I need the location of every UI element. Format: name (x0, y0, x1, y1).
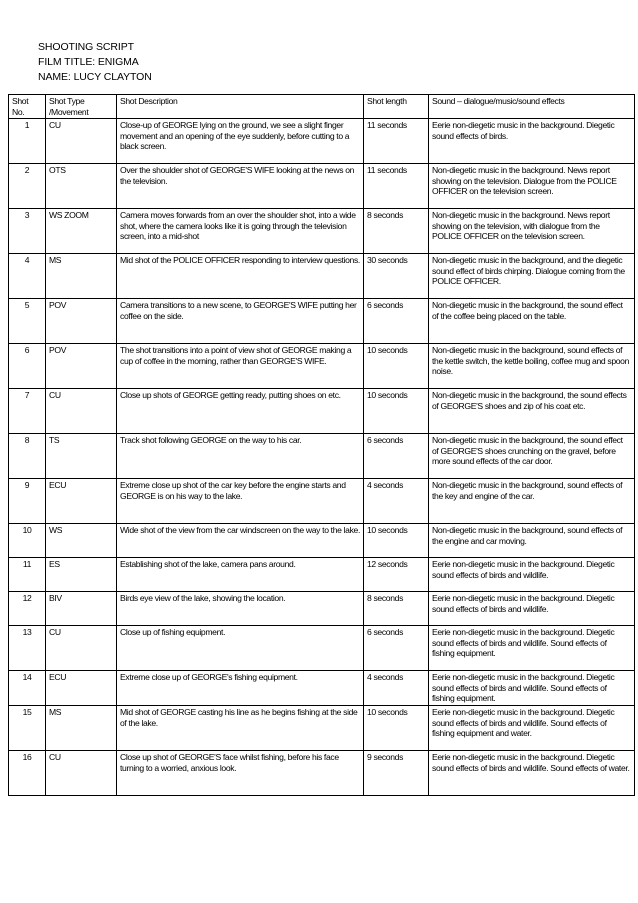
shot-type-cell: WS ZOOM (46, 209, 117, 254)
shot-type-cell: CU (46, 119, 117, 164)
shot-type-cell: ECU (46, 671, 117, 706)
sound-cell: Non-diegetic music in the background. News report showing on the television, with dialogue from the POLICE OFFICER on the television screen. (429, 209, 635, 254)
shot-number-cell: 3 (9, 209, 46, 254)
shooting-script-table (8, 94, 635, 796)
shot-description-cell: Over the shoulder shot of GEORGE'S WIFE looking at the news on the television. (117, 164, 364, 209)
sound-cell: Eerie non-diegetic music in the background. Diegetic sound effects of birds. (429, 119, 635, 164)
sound-cell: Non-diegetic music in the background, the sound effect of the coffee being placed on the table. (429, 299, 635, 344)
sound-cell: Non-diegetic music in the background, sound effects of the key and engine of the car. (429, 479, 635, 524)
shot-length-cell: 8 seconds (364, 592, 429, 626)
table-row (9, 254, 635, 299)
shot-number-cell: 6 (9, 344, 46, 389)
sound-cell: Non-diegetic music in the background, the sound effect of GEORGE'S shoes crunching on the gravel, before more sound effects of the car door. (429, 434, 635, 479)
shot-number-cell: 13 (9, 626, 46, 671)
shot-number-cell: 5 (9, 299, 46, 344)
column-header-shot-type: Shot Type /Movement (46, 95, 117, 119)
shot-length-cell: 11 seconds (364, 119, 429, 164)
table-header-row (9, 95, 635, 119)
shot-length-cell: 6 seconds (364, 626, 429, 671)
shot-description-cell: Camera moves forwards from an over the shoulder shot, into a wide shot, where the camera looks like it is going through the television screen, into a mid-shot (117, 209, 364, 254)
sound-cell: Eerie non-diegetic music in the background. Diegetic sound effects of birds and wildlife. (429, 558, 635, 592)
table-row (9, 592, 635, 626)
sound-cell: Non-diegetic music in the background, sound effects of the engine and car moving. (429, 524, 635, 558)
shot-number-cell: 12 (9, 592, 46, 626)
shot-number-cell: 14 (9, 671, 46, 706)
shot-description-cell: Track shot following GEORGE on the way to his car. (117, 434, 364, 479)
table-row (9, 299, 635, 344)
table-row (9, 119, 635, 164)
shot-length-cell: 30 seconds (364, 254, 429, 299)
table-row (9, 750, 635, 795)
table-row (9, 344, 635, 389)
document-title: SHOOTING SCRIPT (38, 41, 134, 53)
shot-length-cell: 10 seconds (364, 705, 429, 750)
shot-number-cell: 8 (9, 434, 46, 479)
sound-cell: Non-diegetic music in the background, the sound effects of GEORGE'S shoes and zip of his coat etc. (429, 389, 635, 434)
shot-description-cell: Extreme close up of GEORGE's fishing equipment. (117, 671, 364, 706)
sound-cell: Non-diegetic music in the background, and the diegetic sound effect of birds chirping. Dialogue coming from the POLICE OFFICER. (429, 254, 635, 299)
shot-length-cell: 10 seconds (364, 524, 429, 558)
shot-number-cell: 4 (9, 254, 46, 299)
shot-number-cell: 2 (9, 164, 46, 209)
shot-type-cell: OTS (46, 164, 117, 209)
column-header-sound: Sound – dialogue/music/sound effects (429, 95, 635, 119)
table-row (9, 671, 635, 706)
column-header-description: Shot Description (117, 95, 364, 119)
shot-type-cell: ES (46, 558, 117, 592)
document-header (38, 40, 152, 85)
shot-number-cell: 9 (9, 479, 46, 524)
shot-description-cell: Mid shot of the POLICE OFFICER responding to interview questions. (117, 254, 364, 299)
shot-description-cell: Establishing shot of the lake, camera pans around. (117, 558, 364, 592)
shot-description-cell: Camera transitions to a new scene, to GEORGE'S WIFE putting her coffee on the side. (117, 299, 364, 344)
shot-number-cell: 15 (9, 705, 46, 750)
table-body (9, 119, 635, 796)
shot-length-cell: 11 seconds (364, 164, 429, 209)
shot-number-cell: 16 (9, 750, 46, 795)
shot-type-cell: POV (46, 344, 117, 389)
shot-number-cell: 11 (9, 558, 46, 592)
table-row (9, 626, 635, 671)
shot-length-cell: 4 seconds (364, 671, 429, 706)
table-row (9, 524, 635, 558)
shot-number-cell: 1 (9, 119, 46, 164)
film-title: FILM TITLE: ENIGMA (38, 56, 139, 68)
shot-number-cell: 7 (9, 389, 46, 434)
shot-type-cell: WS (46, 524, 117, 558)
shot-type-cell: BIV (46, 592, 117, 626)
table-row (9, 434, 635, 479)
shot-length-cell: 4 seconds (364, 479, 429, 524)
shot-type-cell: ECU (46, 479, 117, 524)
shot-description-cell: Mid shot of GEORGE casting his line as he begins fishing at the side of the lake. (117, 705, 364, 750)
shot-type-cell: MS (46, 254, 117, 299)
shot-type-cell: POV (46, 299, 117, 344)
sound-cell: Eerie non-diegetic music in the background. Diegetic sound effects of birds and wildlife. Sound effects of fishing equipment. (429, 671, 635, 706)
sound-cell: Eerie non-diegetic music in the background. Diegetic sound effects of birds and wildlife. (429, 592, 635, 626)
shot-description-cell: The shot transitions into a point of view shot of GEORGE making a cup of coffee in the morning, rather than GEORGE'S WIFE. (117, 344, 364, 389)
shot-number-cell: 10 (9, 524, 46, 558)
shot-type-cell: CU (46, 626, 117, 671)
author-name: NAME: LUCY CLAYTON (38, 71, 152, 83)
shot-description-cell: Wide shot of the view from the car windscreen on the way to the lake. (117, 524, 364, 558)
table-row (9, 209, 635, 254)
column-header-shot-no: Shot No. (9, 95, 46, 119)
shot-length-cell: 6 seconds (364, 299, 429, 344)
shot-description-cell: Close up of fishing equipment. (117, 626, 364, 671)
shot-type-cell: MS (46, 705, 117, 750)
shot-length-cell: 10 seconds (364, 344, 429, 389)
shot-type-cell: TS (46, 434, 117, 479)
shot-length-cell: 10 seconds (364, 389, 429, 434)
sound-cell: Non-diegetic music in the background, sound effects of the kettle switch, the kettle boiling, coffee mug and spoon noise. (429, 344, 635, 389)
sound-cell: Eerie non-diegetic music in the background. Diegetic sound effects of birds and wildlife. Sound effects of fishing equipment. (429, 626, 635, 671)
sound-cell: Eerie non-diegetic music in the background. Diegetic sound effects of birds and wildlife. Sound effects of fishing equipment and water. (429, 705, 635, 750)
shot-description-cell: Birds eye view of the lake, showing the location. (117, 592, 364, 626)
table-row (9, 164, 635, 209)
column-header-length: Shot length (364, 95, 429, 119)
shot-length-cell: 8 seconds (364, 209, 429, 254)
shot-description-cell: Close up shot of GEORGE'S face whilst fishing, before his face turning to a worried, anxious look. (117, 750, 364, 795)
shot-type-cell: CU (46, 750, 117, 795)
shot-type-cell: CU (46, 389, 117, 434)
shot-length-cell: 9 seconds (364, 750, 429, 795)
sound-cell: Non-diegetic music in the background. News report showing on the television. Dialogue from the POLICE OFFICER on the television screen. (429, 164, 635, 209)
shot-description-cell: Close-up of GEORGE lying on the ground, we see a slight finger movement and an opening of the eye suddenly, before cutting to a black screen. (117, 119, 364, 164)
shot-description-cell: Extreme close up shot of the car key before the engine starts and GEORGE is on his way to the lake. (117, 479, 364, 524)
shot-length-cell: 6 seconds (364, 434, 429, 479)
table-row (9, 479, 635, 524)
shot-description-cell: Close up shots of GEORGE getting ready, putting shoes on etc. (117, 389, 364, 434)
table-row (9, 705, 635, 750)
shot-length-cell: 12 seconds (364, 558, 429, 592)
table-row (9, 389, 635, 434)
sound-cell: Eerie non-diegetic music in the background. Diegetic sound effects of birds and wildlife. Sound effects of water. (429, 750, 635, 795)
table-row (9, 558, 635, 592)
